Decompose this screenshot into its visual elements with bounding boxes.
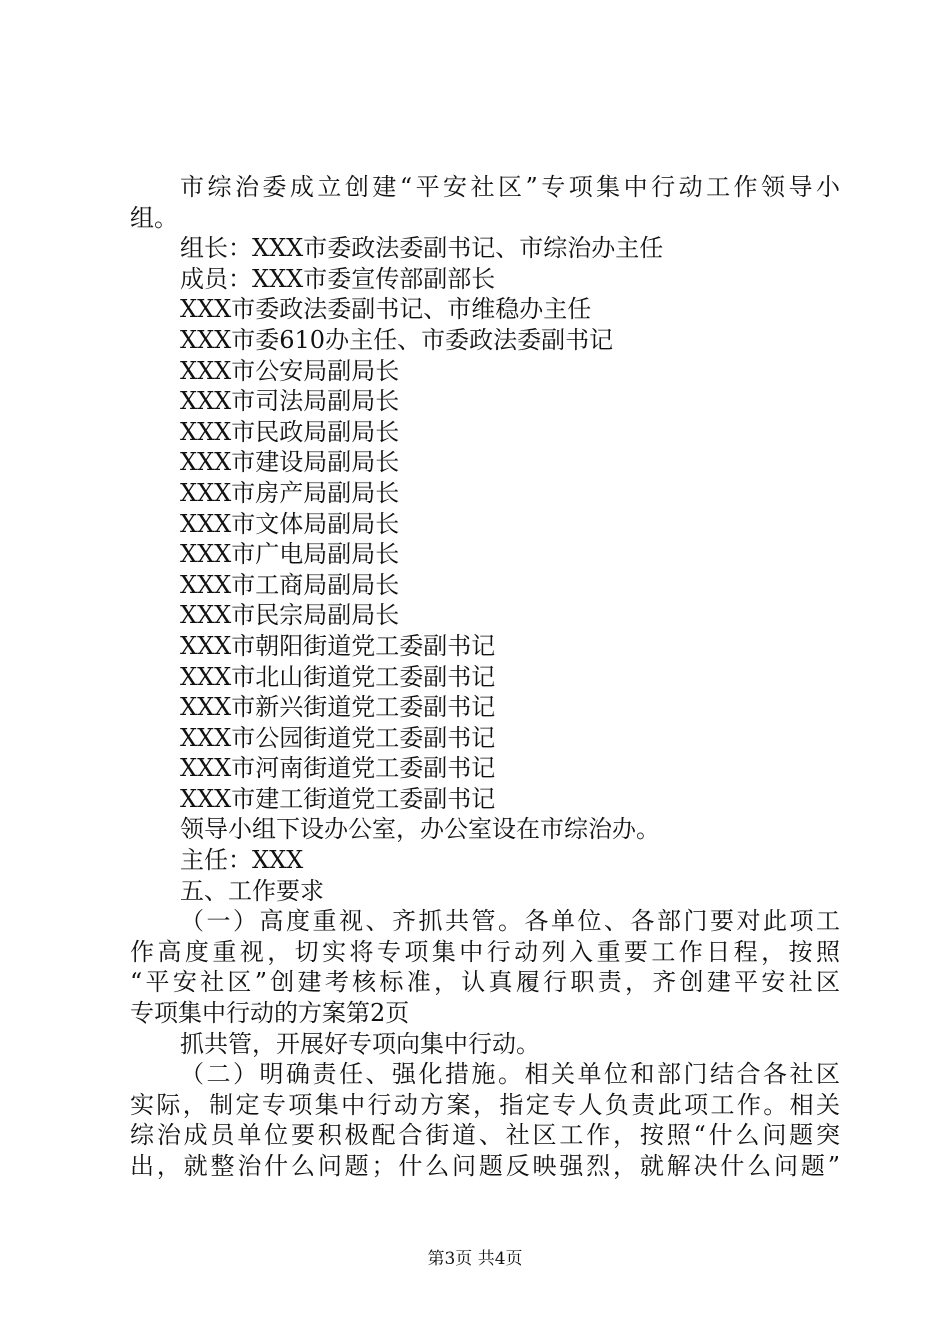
member-line: XXX市民宗局副局长 (180, 601, 400, 630)
member-line: XXX市朝阳街道党工委副书记 (180, 631, 496, 660)
paragraph-line: 抓共管，开展好专项向集中行动。 (180, 1029, 540, 1058)
member-line: XXX市文体局副局长 (180, 509, 400, 538)
member-line: XXX市房产局副局长 (180, 478, 400, 507)
paragraph-line: 专项集中行动的方案第2页 (130, 999, 410, 1028)
director-line: 主任：XXX (180, 846, 304, 875)
member-line: XXX市北山街道党工委副书记 (180, 662, 496, 691)
office-line: 领导小组下设办公室，办公室设在市综治办。 (180, 815, 660, 844)
member-line: XXX市建设局副局长 (180, 448, 400, 477)
member-line: XXX市委政法委副书记、市维稳办主任 (180, 295, 592, 324)
page-footer: 第3页 共4页 (427, 1249, 523, 1269)
paragraph-line: 组。 (130, 203, 178, 232)
member-line: XXX市工商局副局长 (180, 570, 400, 599)
paragraph-line: 综治成员单位要积极配合街道、社区工作，按照“什么问题突 (130, 1121, 840, 1150)
member-line: XXX市公园街道党工委副书记 (180, 723, 496, 752)
paragraph-line: “平安社区”创建考核标准，认真履行职责，齐创建平安社区 (130, 968, 840, 997)
member-line: XXX市民政局副局长 (180, 417, 400, 446)
paragraph-line: （二）明确责任、强化措施。相关单位和部门结合各社区 (180, 1060, 840, 1089)
paragraph-line: （一）高度重视、齐抓共管。各单位、各部门要对此项工 (180, 907, 840, 936)
paragraph-line: 作高度重视，切实将专项集中行动列入重要工作日程，按照 (130, 937, 840, 966)
paragraph-line: 出，就整治什么问题；什么问题反映强烈，就解决什么问题” (130, 1152, 840, 1180)
leader-line: 组长：XXX市委政法委副书记、市综治办主任 (180, 234, 664, 263)
member-line: XXX市司法局副局长 (180, 387, 400, 416)
member-line: XXX市广电局副局长 (180, 540, 400, 569)
document-body (130, 172, 840, 1182)
member-line: XXX市委610办主任、市委政法委副书记 (180, 325, 614, 354)
member-line: XXX市河南街道党工委副书记 (180, 754, 496, 783)
member-line: 成员：XXX市委宣传部副部长 (180, 264, 496, 293)
member-line: XXX市公安局副局长 (180, 356, 400, 385)
paragraph-line: 市综治委成立创建“平安社区”专项集中行动工作领导小 (180, 173, 840, 201)
member-line: XXX市建工街道党工委副书记 (180, 784, 496, 813)
paragraph-line: 实际，制定专项集中行动方案，指定专人负责此项工作。相关 (130, 1090, 840, 1119)
member-line: XXX市新兴街道党工委副书记 (180, 693, 496, 722)
section-heading: 五、工作要求 (180, 876, 324, 905)
